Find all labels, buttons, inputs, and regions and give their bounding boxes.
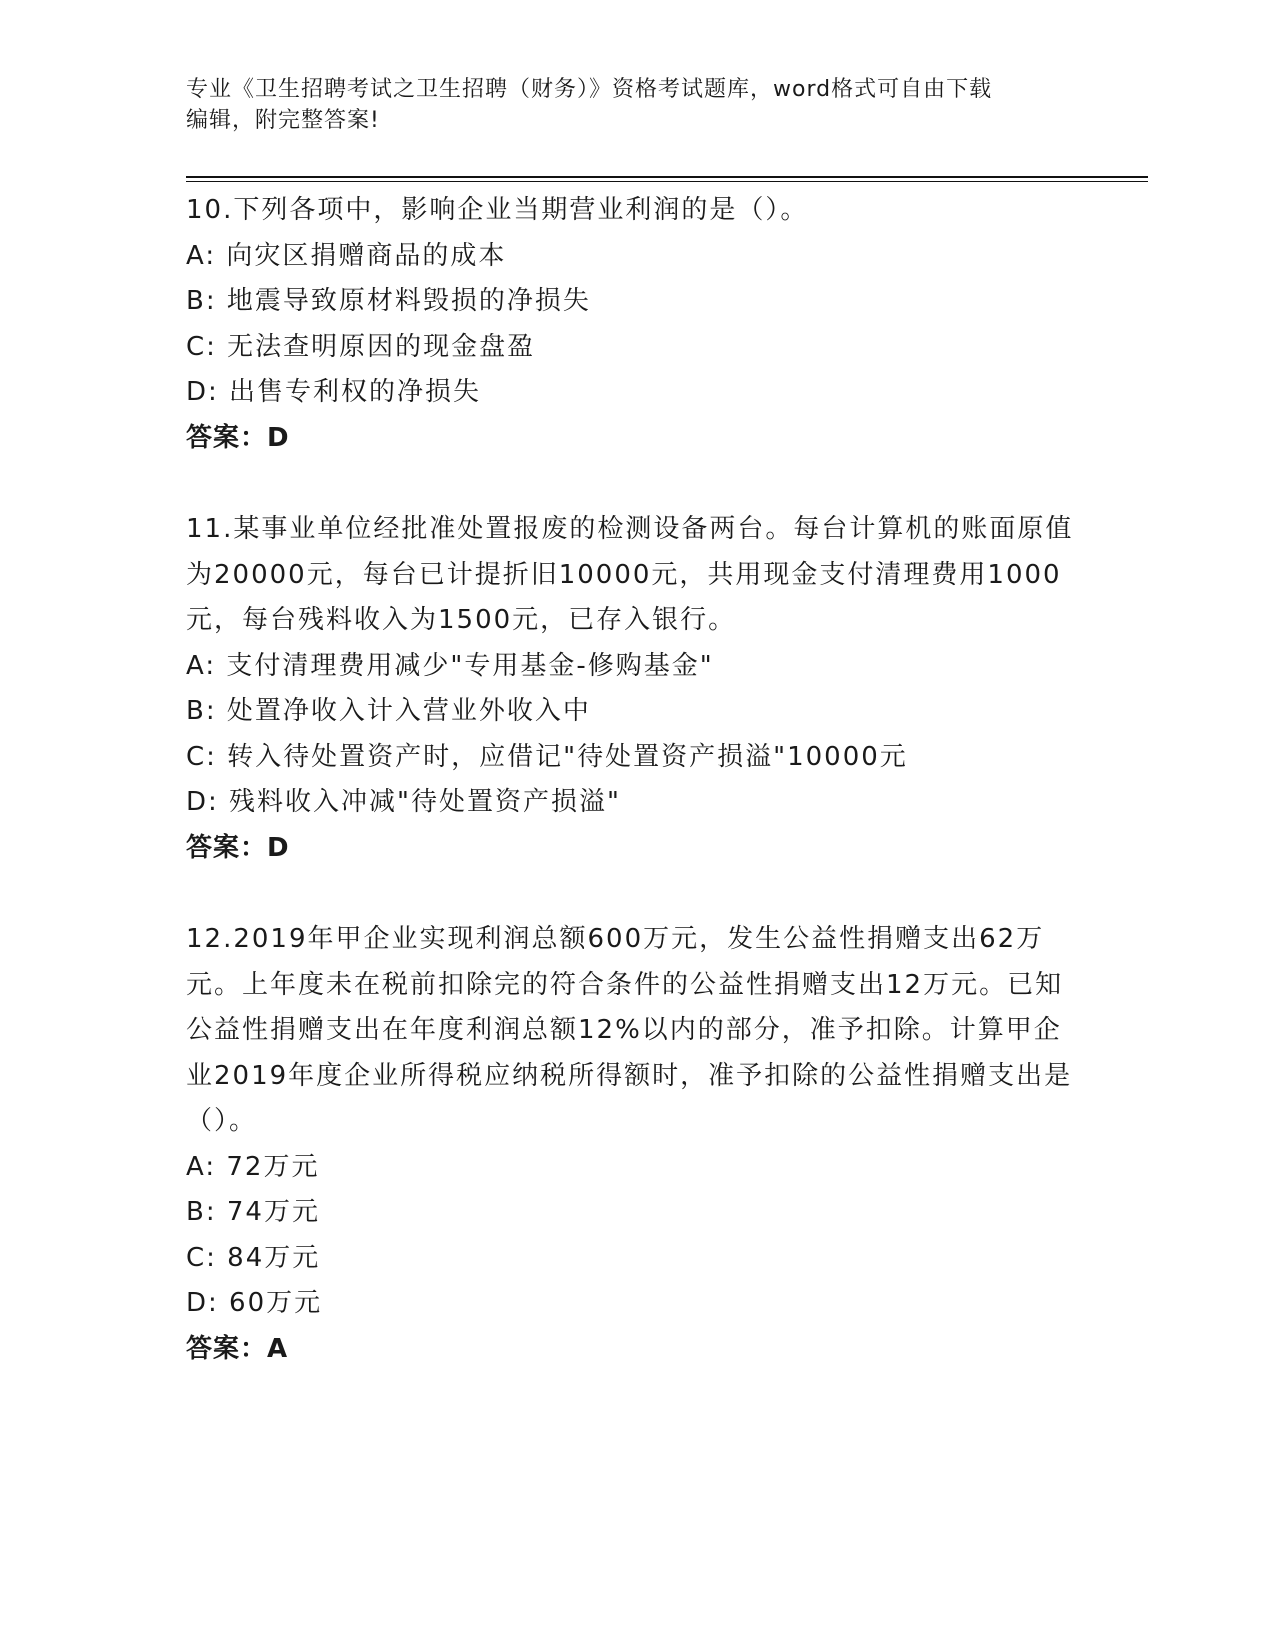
header-divider-thin xyxy=(186,181,1148,182)
option-a: A: 向灾区捐赠商品的成本 xyxy=(186,240,507,271)
answer-line: 答案：A xyxy=(186,1333,289,1364)
header-line-2: 编辑，附完整答案! xyxy=(186,108,380,133)
question-12 xyxy=(186,917,1086,1372)
question-list xyxy=(186,188,1086,1372)
question-stem: 12.2019年甲企业实现利润总额600万元，发生公益性捐赠支出62万元。上年度未在税前扣除完的符合条件的公益性捐赠支出12万元。已知公益性捐赠支出在年度利润总额12%以内的部分，准予扣除。计算甲企业2019年度企业所得税应纳税所得额时，准予扣除的公益性捐赠支出是（）。 xyxy=(186,924,1073,1136)
option-a: A: 支付清理费用减少"专用基金-修购基金" xyxy=(186,650,714,681)
option-c: C: 无法查明原因的现金盘盈 xyxy=(186,331,536,362)
question-stem: 11.某事业单位经批准处置报废的检测设备两台。每台计算机的账面原值为20000元，每台已计提折旧10000元，共用现金支付清理费用1000元，每台残料收入为1500元，已存入银行。 xyxy=(186,514,1074,635)
option-b: B: 74万元 xyxy=(186,1197,320,1227)
header-divider-thick xyxy=(186,176,1148,178)
option-c: C: 84万元 xyxy=(186,1242,321,1273)
option-b: B: 地震导致原材料毁损的净损失 xyxy=(186,286,591,316)
question-spacer xyxy=(186,871,1086,917)
option-d: D: 残料收入冲减"待处置资产损溢" xyxy=(186,787,621,817)
answer-line: 答案：D xyxy=(186,832,290,863)
header-line-1: 专业《卫生招聘考试之卫生招聘（财务）》资格考试题库，word格式可自由下载 xyxy=(186,77,993,102)
question-11 xyxy=(186,507,1086,871)
answer-line: 答案：D xyxy=(186,422,290,453)
option-c: C: 转入待处置资产时，应借记"待处置资产损溢"10000元 xyxy=(186,741,908,772)
option-b: B: 处置净收入计入营业外收入中 xyxy=(186,696,591,726)
option-d: D: 60万元 xyxy=(186,1288,323,1318)
option-a: A: 72万元 xyxy=(186,1151,320,1182)
document-header xyxy=(186,74,1066,136)
question-10 xyxy=(186,188,1086,461)
question-stem: 10.下列各项中，影响企业当期营业利润的是（）。 xyxy=(186,195,809,225)
question-spacer xyxy=(186,461,1086,507)
option-d: D: 出售专利权的净损失 xyxy=(186,377,482,407)
